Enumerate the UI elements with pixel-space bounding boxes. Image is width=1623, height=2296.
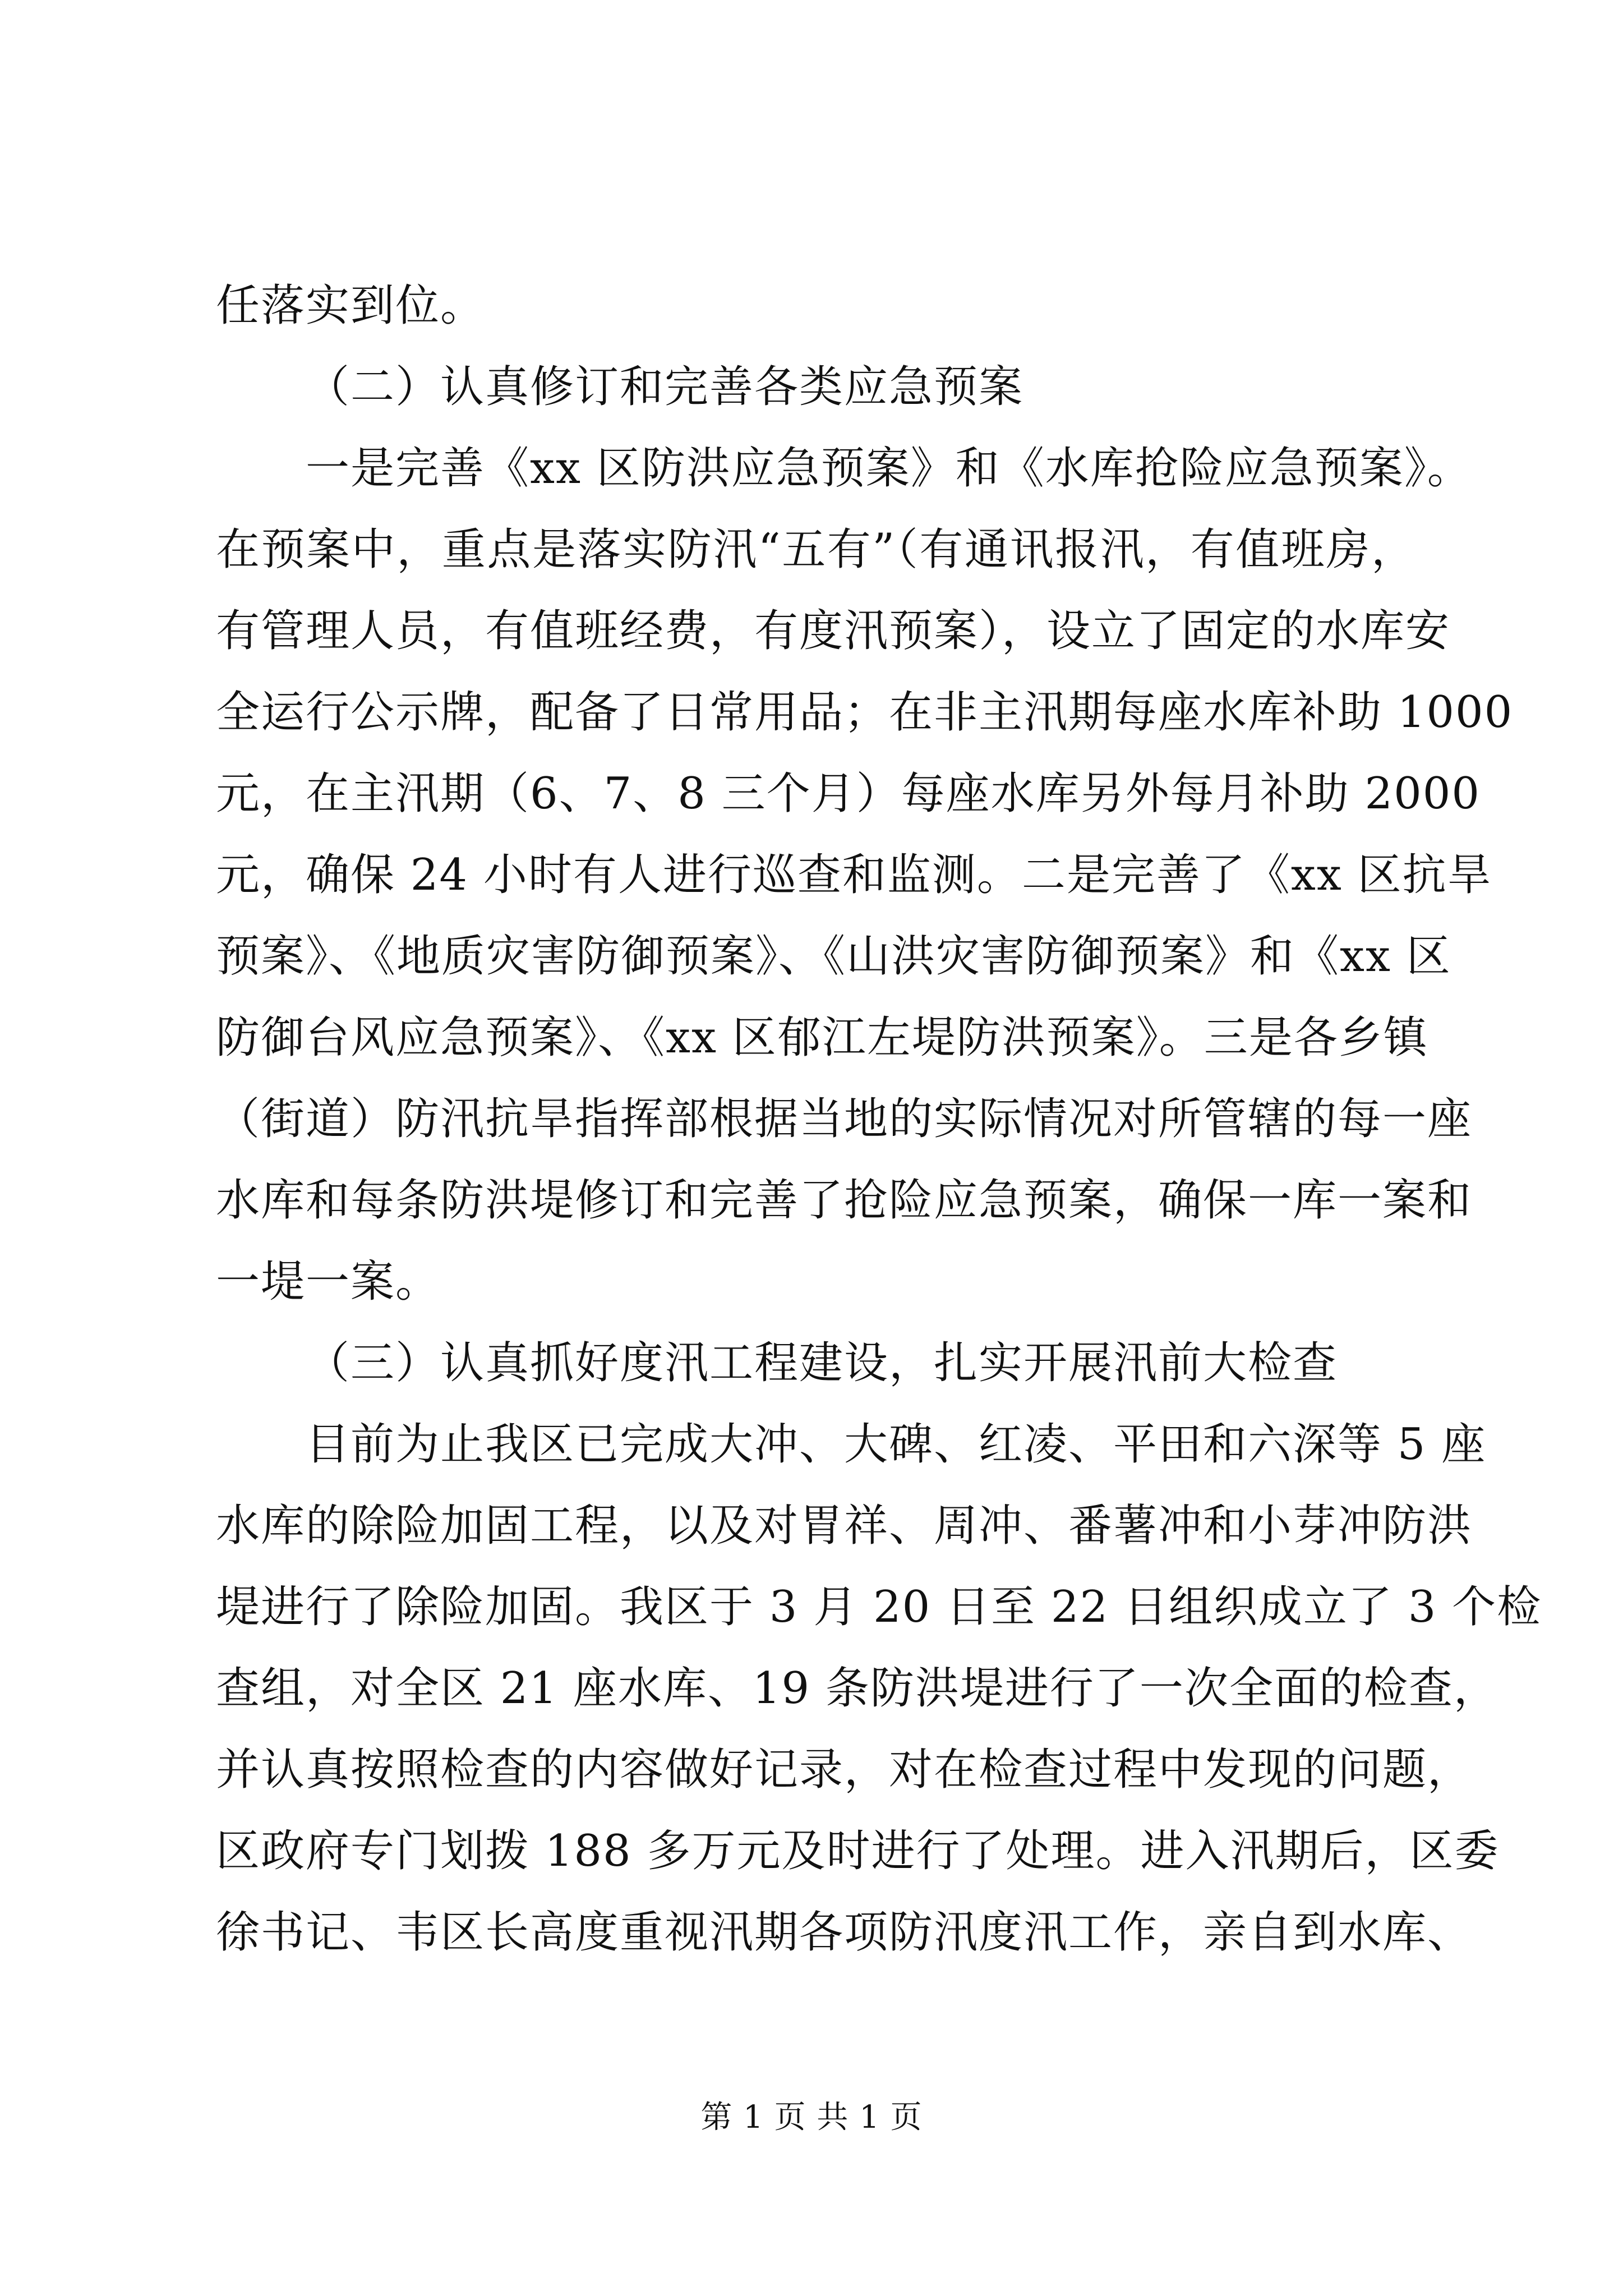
text-line: 一是完善《xx 区防洪应急预案》和《水库抢险应急预案》。 <box>306 443 1472 494</box>
text-line: 区政府专门划拨 188 多万元及时进行了处理。进入汛期后，区委 <box>216 1826 1500 1876</box>
text-line: 全运行公示牌，配备了日常用品；在非主汛期每座水库补助 1000 <box>216 687 1514 738</box>
text-line: 查组，对全区 21 座水库、19 条防洪堤进行了一次全面的检查， <box>216 1663 1498 1714</box>
text-line: 任落实到位。 <box>216 280 486 331</box>
text-line: 堤进行了除险加固。我区于 3 月 20 日至 22 日组织成立了 3 个检 <box>216 1582 1542 1632</box>
text-line: 有管理人员，有值班经费，有度汛预案），设立了固定的水库安 <box>216 606 1451 656</box>
text-line: 水库和每条防洪堤修订和完善了抢险应急预案，确保一库一案和 <box>216 1175 1473 1226</box>
text-line: （街道）防汛抗旱指挥部根据当地的实际情况对所管辖的每一座 <box>216 1094 1473 1144</box>
text-line: 元，确保 24 小时有人进行巡查和监测。二是完善了《xx 区抗旱 <box>216 850 1492 900</box>
text-line: 徐书记、韦区长高度重视汛期各项防汛度汛工作，亲自到水库、 <box>216 1907 1473 1958</box>
text-line: 预案》、《地质灾害防御预案》、《山洪灾害防御预案》和《xx 区 <box>216 931 1451 982</box>
section-heading: （二）认真修订和完善各类应急预案 <box>306 362 1024 412</box>
text-line: 在预案中，重点是落实防汛“五有”（有通讯报汛，有值班房， <box>216 524 1416 575</box>
text-line: 水库的除险加固工程，以及对胃祥、周冲、番薯冲和小芽冲防洪 <box>216 1501 1473 1551</box>
text-line: 元，在主汛期（6、7、8 三个月）每座水库另外每月补助 2000 <box>216 769 1481 819</box>
section-heading: （三）认真抓好度汛工程建设，扎实开展汛前大检查 <box>306 1338 1338 1388</box>
text-line: 防御台风应急预案》、《xx 区郁江左堤防洪预案》。三是各乡镇 <box>216 1013 1428 1063</box>
text-line: 并认真按照检查的内容做好记录，对在检查过程中发现的问题， <box>216 1745 1473 1795</box>
text-line: 目前为止我区已完成大冲、大碑、红凌、平田和六深等 5 座 <box>306 1419 1487 1470</box>
page-footer: 第 1 页 共 1 页 <box>700 2099 923 2136</box>
text-line: 一堤一案。 <box>216 1257 441 1307</box>
